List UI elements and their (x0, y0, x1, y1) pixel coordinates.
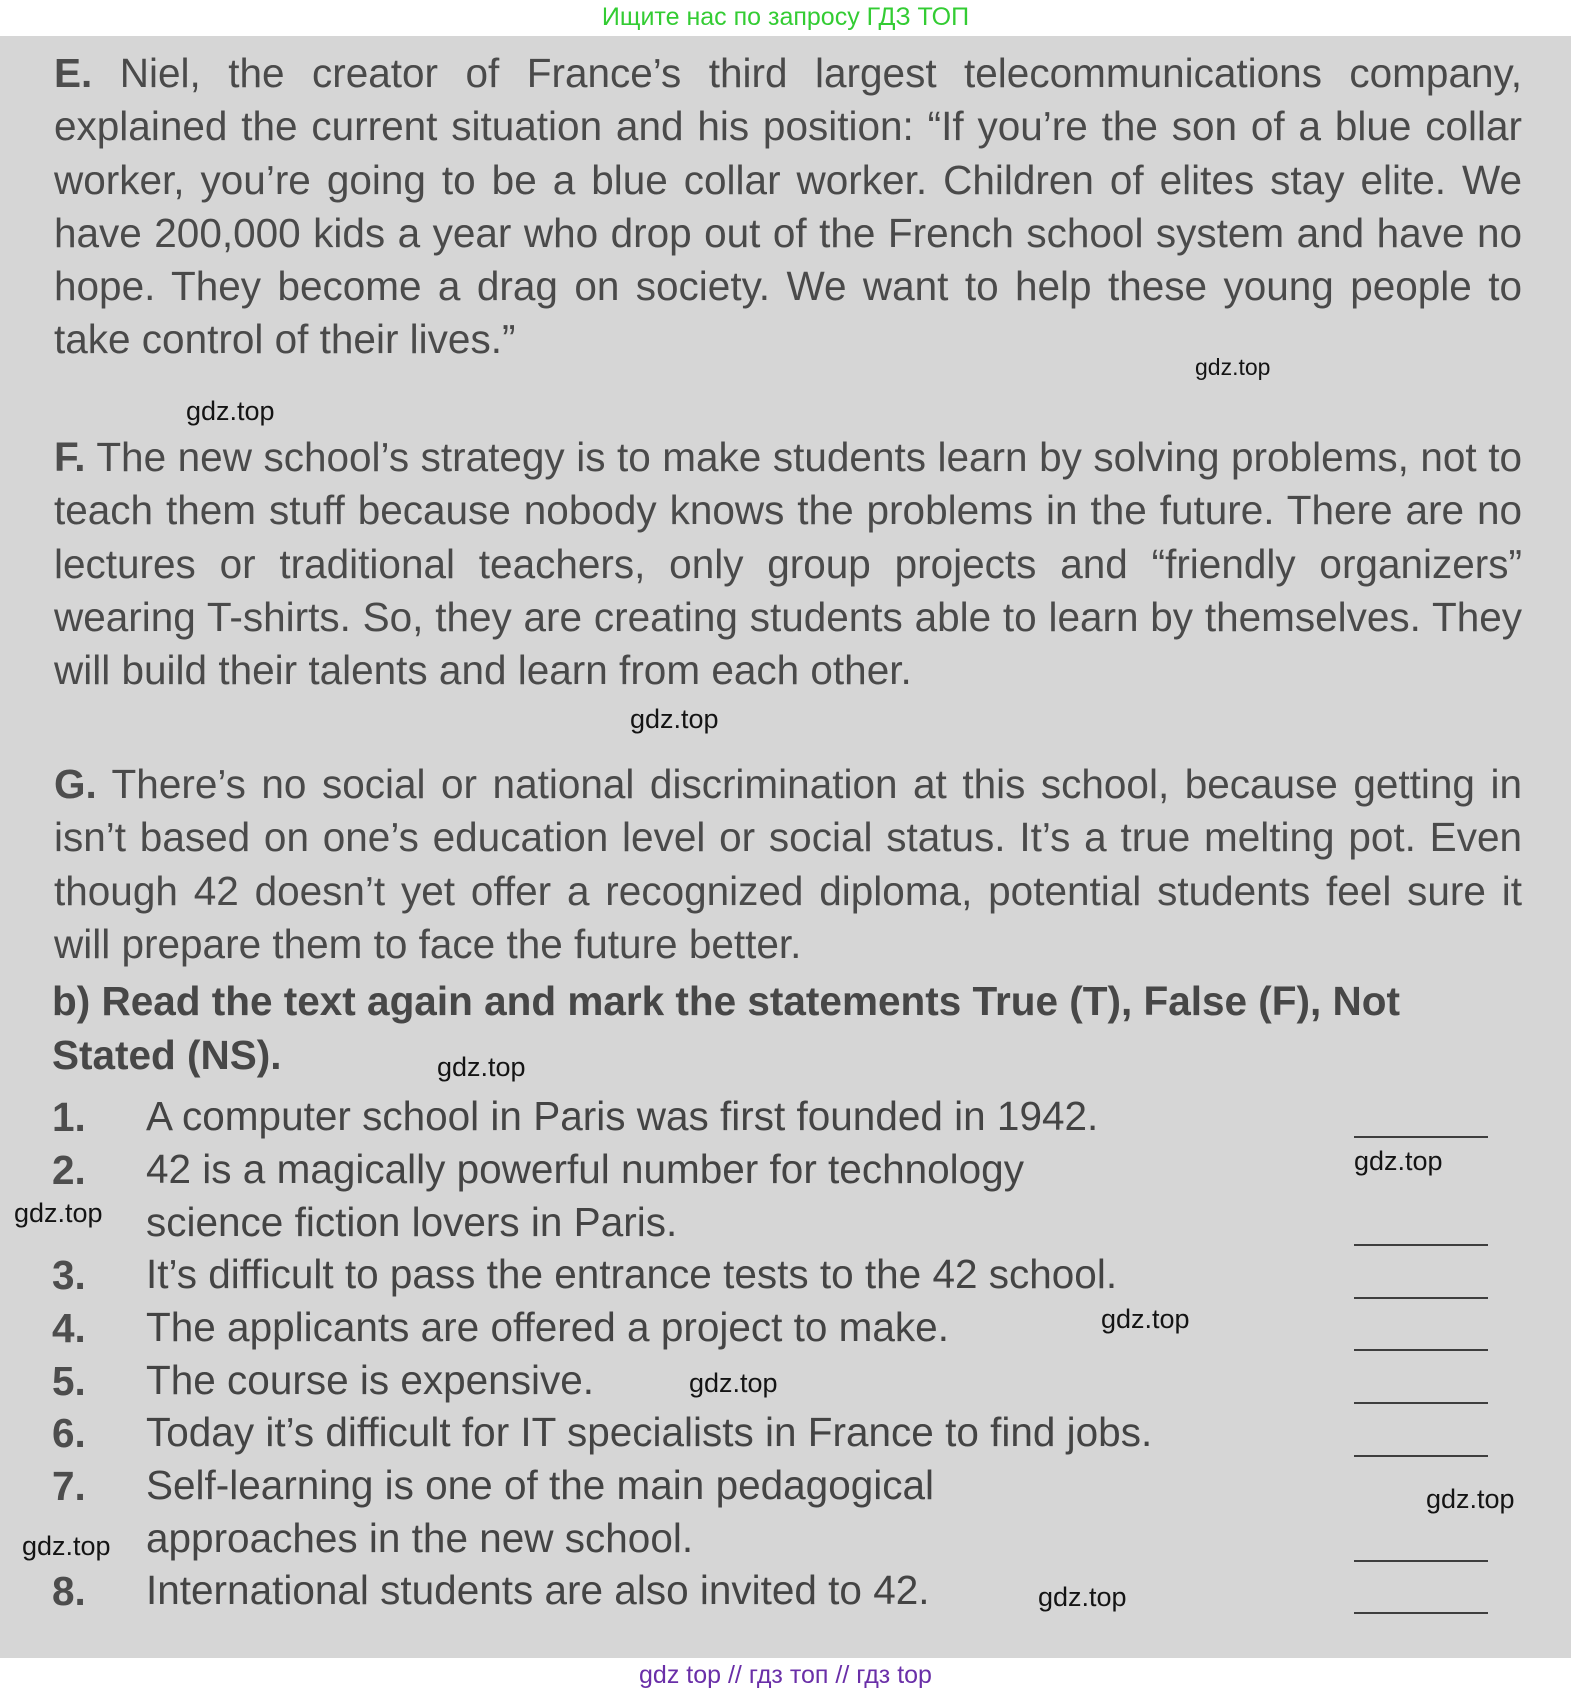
statement-text: International students are also invited to 42. (146, 1567, 930, 1613)
paragraph-letter: G. (54, 761, 97, 807)
textbook-page (0, 36, 1571, 1658)
paragraph-text: There’s no social or national discrimination at this school, because getting in isn’t based on one’s education level or social status. It’s a true melting pot. Even though 42 doesn’t yet offer a recognized diploma, potential students feel sure it will prepare them to face the future better. (54, 761, 1522, 967)
paragraph-f (54, 431, 1522, 697)
statement-number: 7. (52, 1463, 86, 1509)
watermark: gdz.top (186, 396, 275, 426)
statement-text: It’s difficult to pass the entrance tests to the 42 school. (146, 1251, 1118, 1297)
top-banner[interactable]: Ищите нас по запросу ГДЗ ТОП (0, 0, 1571, 36)
statement-number: 1. (52, 1094, 86, 1140)
statement-number: 5. (52, 1358, 86, 1404)
watermark: gdz.top (1426, 1484, 1515, 1514)
paragraph-letter: E. (54, 50, 93, 96)
statement-text: approaches in the new school. (146, 1515, 694, 1561)
statement-text: 42 is a magically powerful number for technology (146, 1146, 1024, 1192)
statement-number: 8. (52, 1568, 86, 1614)
paragraph-g (54, 758, 1522, 971)
watermark: gdz.top (1038, 1582, 1127, 1612)
watermark: gdz.top (437, 1052, 526, 1082)
statement-text: Today it’s difficult for IT specialists in France to find jobs. (146, 1409, 1153, 1455)
answer-blank-4[interactable] (1354, 1349, 1488, 1351)
watermark: gdz.top (1195, 354, 1271, 380)
statement-text: A computer school in Paris was first founded in 1942. (146, 1093, 1099, 1139)
watermark: gdz.top (1354, 1146, 1443, 1176)
statement-number: 6. (52, 1410, 86, 1456)
answer-blank-2[interactable] (1354, 1244, 1488, 1246)
bottom-banner[interactable]: gdz top // гдз топ // гдз top (0, 1658, 1571, 1693)
answer-blank-5[interactable] (1354, 1402, 1488, 1404)
paragraph-e (54, 47, 1522, 367)
watermark: gdz.top (22, 1531, 111, 1561)
statement-text: The applicants are offered a project to make. (146, 1304, 949, 1350)
answer-blank-6[interactable] (1354, 1455, 1488, 1457)
statement-text: Self-learning is one of the main pedagogical (146, 1462, 935, 1508)
answer-blank-1[interactable] (1354, 1136, 1488, 1138)
answer-blank-8[interactable] (1354, 1612, 1488, 1614)
statement-number: 4. (52, 1305, 86, 1351)
watermark: gdz.top (1101, 1304, 1190, 1334)
statement-text: science fiction lovers in Paris. (146, 1199, 678, 1245)
paragraph-text: Niel, the creator of France’s third largest telecommunications company, explained the current situation and his position: “If you’re the son of a blue collar worker, you’re going to be a blue collar worker. Children of elites stay elite. We have 200,000 kids a year who drop out of the French school system and have no hope. They become a drag on society. We want to help these young people to take control of their lives.” (54, 50, 1522, 363)
paragraph-text: The new school’s strategy is to make students learn by solving problems, not to teach them stuff because nobody knows the problems in the future. There are no lectures or traditional teachers, only group projects and “friendly organizers” wearing T-shirts. So, they are creating students able to learn by themselves. They will build their talents and learn from each other. (54, 434, 1522, 694)
task-instruction: b) Read the text again and mark the statements True (T), False (F), Not Stated (NS). (52, 978, 1400, 1078)
paragraph-letter: F. (54, 434, 86, 480)
statement-number: 3. (52, 1252, 86, 1298)
watermark: gdz.top (689, 1368, 778, 1398)
watermark: gdz.top (630, 704, 719, 734)
answer-blank-3[interactable] (1354, 1297, 1488, 1299)
statement-number: 2. (52, 1147, 86, 1193)
statement-text: The course is expensive. (146, 1357, 594, 1403)
watermark: gdz.top (14, 1198, 103, 1228)
answer-blank-7[interactable] (1354, 1560, 1488, 1562)
